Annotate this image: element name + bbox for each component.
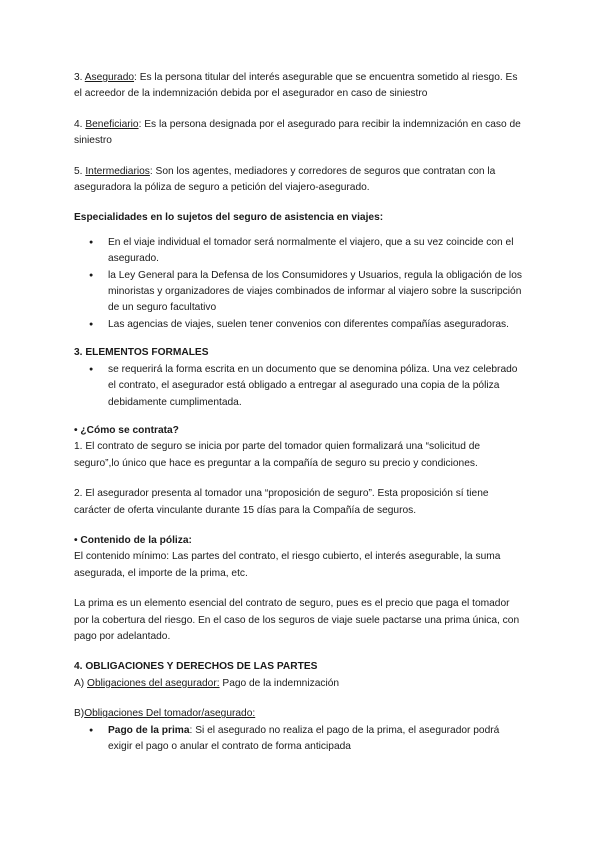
section-prefix: B) [74,708,85,720]
especialidades-heading: Especialidades en lo sujetos del seguro de asistencia en viajes: [74,212,384,224]
contrata-paragraph-2: 2. El asegurador presenta al tomador una “proposición de seguro”. Esta proposición sí tiene carácter de oferta vinculante durante 15 días para la Compañía de seguros. [74,488,489,516]
section-term: Obligaciones Del tomador/asegurado: [84,708,256,720]
list-item: ● En el viaje individual el tomador será normalmente el viajero, que a su vez coincide con el asegurado. [74,235,526,268]
section-term: Obligaciones del asegurador: [87,677,220,689]
item-intermediarios [74,164,526,197]
list-item: ● la Ley General para la Defensa de los Consumidores y Usuarios, regula la obligación de los minoristas y organizadores de viajes combinados de informar al viajero sobre la suscripción de un seguro facultativo [74,268,526,317]
section-prefix: A) [74,677,88,689]
item-text: : Es la persona designada por el asegurado para recibir la indemnización en caso de siniestro [74,118,521,147]
obligaciones-heading: 4. OBLIGACIONES Y DERECHOS DE LAS PARTES [74,661,318,673]
elementos-list [74,362,526,411]
obligaciones-tomador [74,706,526,722]
item-term: Beneficiario [85,118,139,130]
obligaciones-asegurador [74,676,526,692]
section-text: Pago de la indemnización [219,677,340,689]
item-text: : Es la persona titular del interés asegurable que se encuentra sometido al riesgo. Es el acreedor de la indemnización debida por el asegurador en caso de siniestro [74,72,518,100]
list-item: ● se requerirá la forma escrita en un documento que se denomina póliza. Una vez celebrado el contrato, el asegurador está obligado a entregar al asegurado una copia de la póliza debidamente cumplimentada. [74,362,526,411]
item-number: 4. [74,118,86,130]
item-number: 5. [74,165,86,177]
list-item [74,723,526,756]
list-item-bold: Pago de la prima [108,724,190,736]
obligaciones-list [74,723,526,756]
contrata-heading: • ¿Cómo se contrata? [74,424,179,436]
item-term: Asegurado [84,72,135,83]
item-number: 3. [74,72,85,83]
contenido-paragraph-2: La prima es un elemento esencial del contrato de seguro, pues es el precio que paga el tomador por la cobertura del riesgo. En el caso de los seguros de viaje suele pactarse una prima única, con pago por adelantado. [74,598,520,642]
contenido-paragraph-1: El contenido mínimo: Las partes del contrato, el riesgo cubierto, el interés asegurable, la suma asegurada, el importe de la prima, etc. [74,551,501,579]
list-item-text: : Si el asegurado no realiza el pago de la prima, el asegurador podrá exigir el pago o anular el contrato de forma anticipada [108,724,500,752]
item-term: Intermediarios [85,165,150,177]
item-text: : Son los agentes, mediadores y corredores de seguros que contratan con la aseguradora la póliza de seguro a petición del viajero-asegurado. [74,165,496,194]
elementos-heading: 3. ELEMENTOS FORMALES [74,347,209,359]
contrata-paragraph-1: 1. El contrato de seguro se inicia por parte del tomador quien formalizará una “solicitud de seguro”,lo único que hace es preguntar a la compañía de seguro su precio y condiciones. [74,441,481,469]
especialidades-list [74,235,526,333]
item-beneficiario [74,117,526,150]
contenido-heading: • Contenido de la póliza: [74,534,192,546]
item-asegurado [74,70,526,103]
list-item: ● Las agencias de viajes, suelen tener convenios con diferentes compañías aseguradoras. [74,317,526,333]
